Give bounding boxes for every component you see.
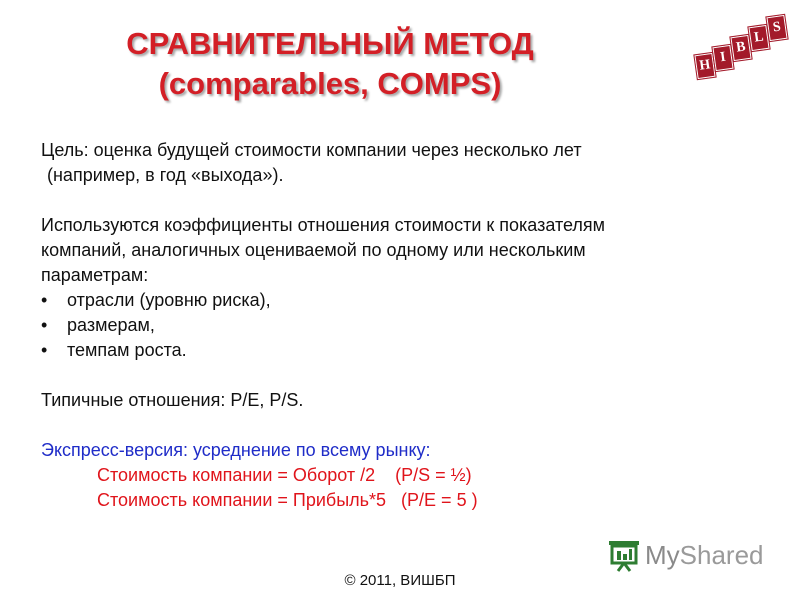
logo-tile-h: H (694, 53, 715, 79)
formula-revenue: Стоимость компании = Оборот /2 (P/S = ½) (97, 465, 472, 485)
slide-title (80, 24, 580, 104)
bullet-icon: • (41, 290, 48, 310)
myshared-presentation-icon (606, 537, 642, 573)
slide-title-line2: (comparables, COMPS) (158, 66, 502, 101)
bullet-item-industry: • отрасли (уровню риска), (41, 288, 761, 313)
bullet-icon: • (41, 340, 48, 360)
copyright-footer: © 2011, ВИШБП (344, 572, 456, 589)
typical-ratios: Типичные отношения: P/E, P/S. (41, 390, 304, 410)
slide-body (41, 138, 761, 513)
goal-line-2: (например, в год «выхода»). (47, 165, 284, 185)
coef-line-3: параметрам: (41, 265, 149, 285)
logo-tile-i: I (712, 45, 733, 71)
hibls-logo (692, 14, 792, 80)
formula-profit: Стоимость компании = Прибыль*5 (P/E = 5 ) (97, 490, 478, 510)
goal-line-1: Цель: оценка будущей стоимости компании через несколько лет (41, 140, 582, 160)
logo-tile-b: B (730, 35, 751, 61)
myshared-text: MyShared (645, 539, 764, 570)
bullet-item-growth: • темпам роста. (41, 338, 761, 363)
bullet-icon: • (41, 315, 48, 335)
slide-title-line1: СРАВНИТЕЛЬНЫЙ МЕТОД (126, 26, 534, 61)
myshared-watermark (606, 536, 766, 574)
bullet-item-size: • размерам, (41, 313, 761, 338)
coef-line-2: компаний, аналогичных оцениваемой по одному или нескольким (41, 240, 586, 260)
logo-tile-l: L (748, 25, 769, 51)
express-heading: Экспресс-версия: усреднение по всему рынку: (41, 440, 431, 460)
coef-line-1: Используются коэффициенты отношения стоимости к показателям (41, 215, 606, 235)
logo-tile-s: S (766, 15, 787, 41)
